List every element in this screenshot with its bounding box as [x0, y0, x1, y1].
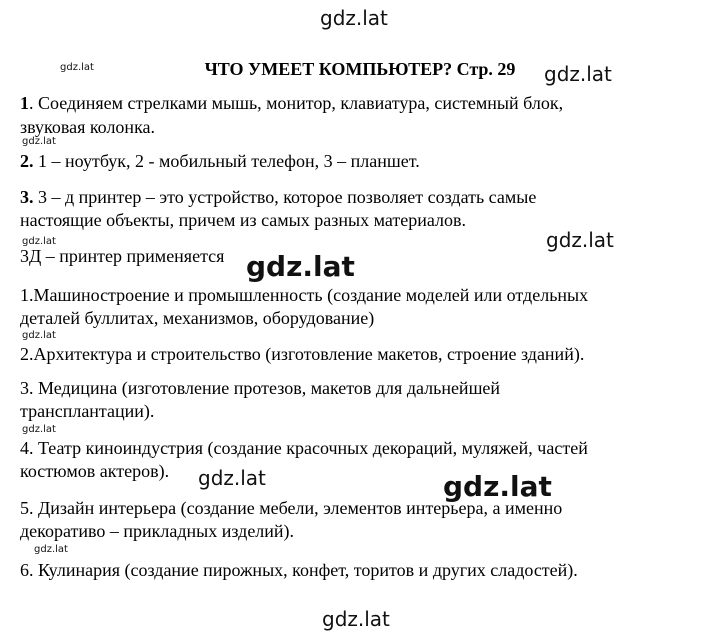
answer-3-line-2: настоящие объекты, причем из самых разных материалов. [20, 210, 466, 230]
application-6: 6. Кулинария (создание пирожных, конфет, торитов и других сладостей). [20, 560, 578, 580]
watermark: gdz.lat [322, 607, 390, 631]
application-1-line-1: 1.Машиностроение и промышленность (создание моделей или отдельных [20, 285, 589, 305]
answer-number: 3. [20, 187, 34, 207]
answer-3-line-1 [20, 186, 536, 208]
watermark: gdz.lat [22, 424, 56, 435]
watermark: gdz.lat [544, 62, 612, 86]
answer-text: 1 – ноутбук, 2 - мобильный телефон, 3 – планшет. [33, 151, 420, 171]
applications-heading: 3Д – принтер применяется [20, 246, 225, 266]
application-3-line-1: 3. Медицина (изготовление протезов, макетов для дальнейшей [20, 378, 501, 398]
watermark: gdz.lat [22, 236, 56, 247]
answer-number: 1 [20, 93, 29, 113]
application-3-line-2: трансплантации). [20, 401, 155, 421]
application-4-line-1: 4. Театр киноиндустрия (создание красочных декораций, муляжей, частей [20, 438, 588, 458]
watermark: gdz.lat [320, 6, 388, 30]
application-1-line-2: деталей буллитах, механизмов, оборудование) [20, 308, 375, 328]
answer-text: 3 – д принтер – это устройство, которое позволяет создать самые [33, 187, 537, 207]
watermark: gdz.lat [246, 250, 355, 283]
watermark: gdz.lat [443, 470, 552, 503]
application-5-line-1: 5. Дизайн интерьера (создание мебели, элементов интерьера, а именно [20, 498, 563, 518]
answer-1-line-2: звуковая колонка. [20, 117, 156, 137]
watermark: gdz.lat [22, 136, 56, 147]
page-title: ЧТО УМЕЕТ КОМПЬЮТЕР? Стр. 29 [204, 59, 516, 79]
answer-text: . Соединяем стрелками мышь, монитор, клавиатура, системный блок, [29, 93, 564, 113]
watermark: gdz.lat [60, 62, 94, 73]
watermark: gdz.lat [198, 466, 266, 490]
application-2: 2.Архитектура и строительство (изготовление макетов, строение зданий). [20, 344, 585, 364]
answer-2 [20, 150, 420, 172]
application-5-line-2: декоративо – прикладных изделий). [20, 521, 295, 541]
watermark: gdz.lat [546, 228, 614, 252]
answer-number: 2. [20, 151, 34, 171]
application-4-line-2: костюмов актеров). [20, 461, 170, 481]
answer-1-line-1 [20, 92, 563, 114]
watermark: gdz.lat [22, 330, 56, 341]
watermark: gdz.lat [34, 544, 68, 555]
